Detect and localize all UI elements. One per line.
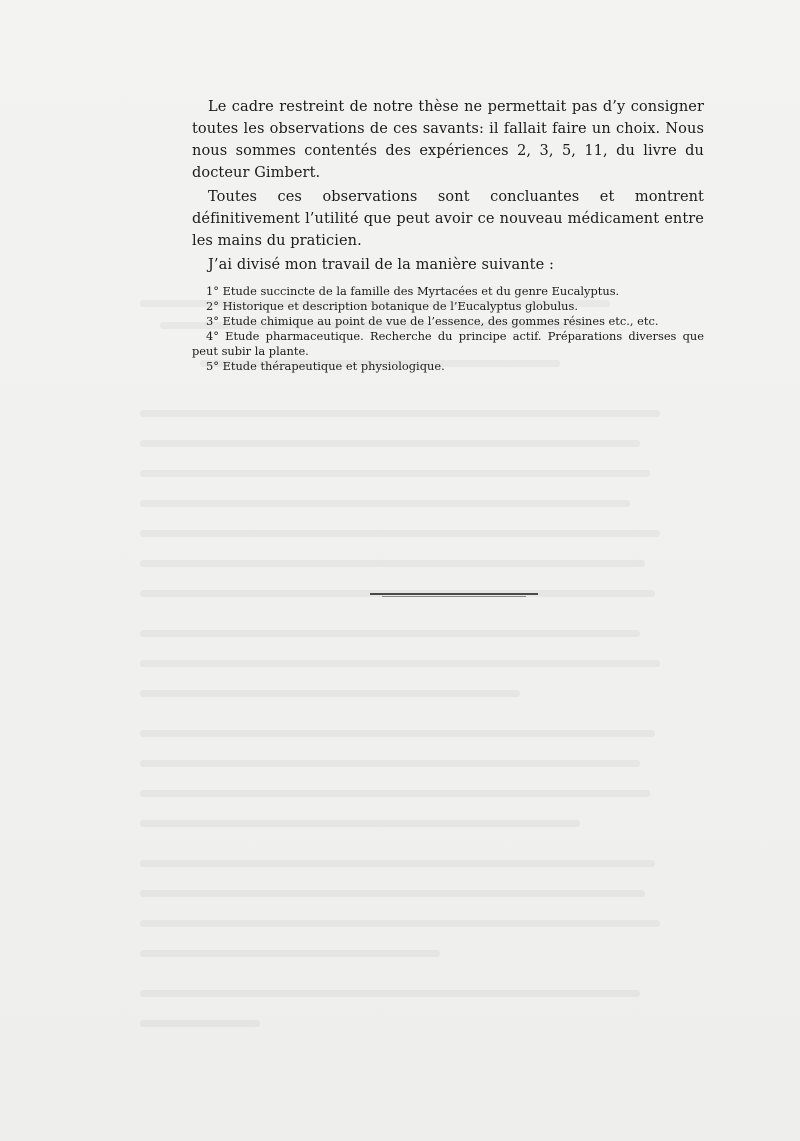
list-item: 5° Etude thérapeutique et physiologique. [206, 359, 445, 373]
list-item: 3° Etude chimique au point de vue de l’essence, des gommes résines etc., etc. [206, 314, 659, 328]
paragraph-observations: Le cadre restreint de notre thèse ne permettait pas d’y consigner toutes les observations de ces savants: il fallait faire un choix. Nous nous sommes contentés des expériences 2, 3, 5, 11, du livre du docteur Gimbert. [192, 99, 704, 181]
plan-list [192, 284, 704, 374]
list-item: 1° Etude succincte de la famille des Myrtacées et du genre Eucalyptus. [206, 284, 620, 298]
bleed-through-texture [140, 300, 680, 1040]
section-divider [370, 593, 538, 595]
list-item: 2° Historique et description botanique de l’Eucalyptus globulus. [206, 299, 578, 313]
paragraph-plan-intro: J’ai divisé mon travail de la manière suivante : [208, 257, 554, 273]
body-text [192, 96, 704, 374]
list-item: 4° Etude pharmaceutique. Recherche du principe actif. Préparations diverses que peut subir la plante. [192, 329, 704, 358]
paragraph-conclusion: Toutes ces observations sont concluantes et montrent définitivement l’utilité que peut avoir ce nouveau médicament entre les mains du praticien. [192, 189, 704, 249]
